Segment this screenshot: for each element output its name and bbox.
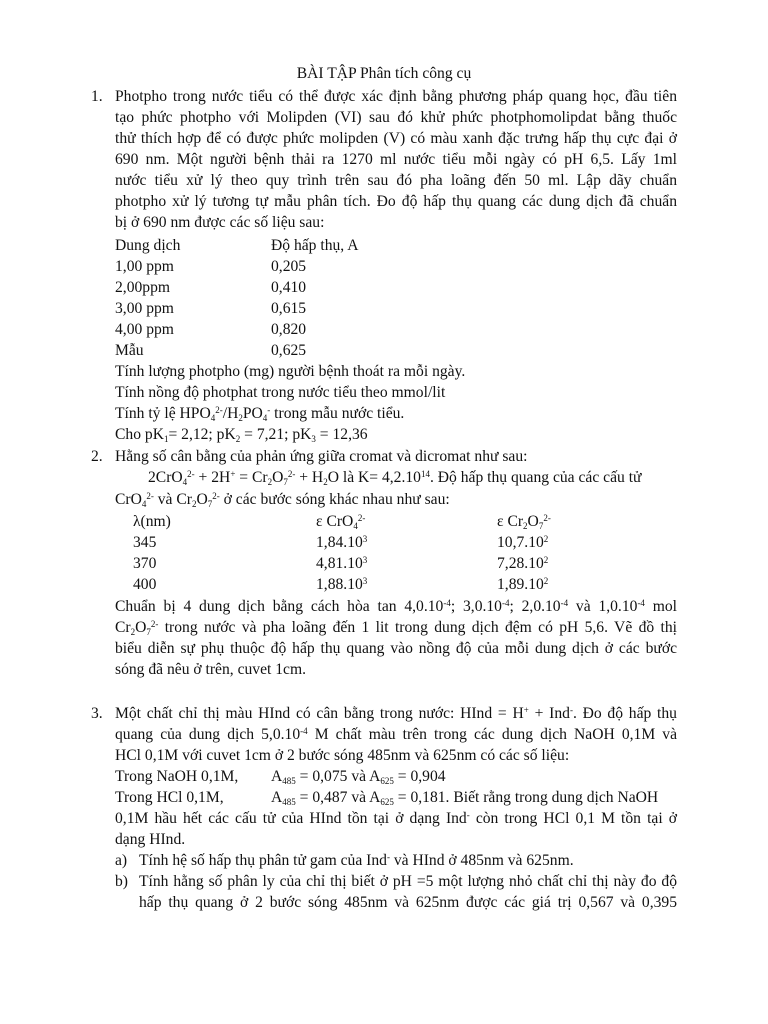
table-cell-absorbance: 0,625 <box>271 342 307 359</box>
problem-3-question-a: Tính hệ số hấp thụ phân tử gam của Ind- và HInd ở 485nm và 625nm. <box>139 852 574 869</box>
problem-3-line-2: quang của dung dịch $5,0.10^{-4}$ M chất màu trên trong các dung dịch NaOH 0,1M và <box>115 726 677 743</box>
table-cell-chromate: 1,84.10$^3$ <box>316 534 368 551</box>
problem-1-number: 1. <box>91 88 103 105</box>
problem-1-line-3: thử thích hợp để có được phức molipden (V) có màu xanh đặc trưng hấp thụ cực đại ở <box>115 130 677 147</box>
table-cell-wavelength: 370 <box>133 555 157 572</box>
table-cell-solution: 1,00 ppm <box>115 258 174 275</box>
problem-3-question-b-label: b) <box>115 873 128 890</box>
table-cell-wavelength: 345 <box>133 534 157 551</box>
problem-2-equation: $2CrO_4^{2-} + 2H^+ = Cr_2O_7^{2-} + H_2O$ là $K= 4,2.10^{14}$. Độ hấp thụ quang của các cấu tử <box>148 469 642 487</box>
problem-1-line-4: 690 nm. Một người bệnh thải ra 1270 ml nước tiểu mỗi ngày có pH 6,5. Lấy 1ml <box>115 151 677 168</box>
table-header-chromate: ε CrO$_4^{2-}$ <box>316 513 366 531</box>
problem-3-question-a-label: a) <box>115 852 128 869</box>
table-cell-wavelength: 400 <box>133 576 157 593</box>
table-cell-solution: Mẫu <box>115 342 144 359</box>
problem-3-line-6: 0,1M hầu hết các cấu tử của HInd tồn tại ở dạng Ind- còn trong HCl 0,1 M tồn tại ở <box>115 810 677 827</box>
problem-1-line-7: bị ở 690 nm được các số liệu sau: <box>115 214 325 231</box>
table-cell-absorbance: 0,820 <box>271 321 307 338</box>
problem-2-text-3: biểu diễn sự phụ thuộc độ hấp thụ quang vào nồng độ của mỗi dung dịch ở các bước <box>115 640 677 657</box>
problem-1-line-1: Photpho trong nước tiểu có thể được xác định bằng phương pháp quang học, đầu tiên <box>115 88 677 105</box>
problem-3-line-1: Một chất chỉ thị màu HInd có cân bằng trong nước: HInd = H+ + Ind-. Đo độ hấp thụ <box>115 705 677 722</box>
problem-3-naoh-values: $A_{485} = 0,075$ và $A_{625} = 0,904$ <box>271 768 446 786</box>
problem-3-line-7: dạng HInd. <box>115 831 186 848</box>
table-cell-dichromate: 10,7.10$^2$ <box>497 534 549 551</box>
table-header-solution: Dung dịch <box>115 237 181 254</box>
problem-1-question-1: Tính lượng photpho (mg) người bệnh thoát ra mỗi ngày. <box>115 363 466 380</box>
problem-2-text-4: sóng đã nêu ở trên, cuvet 1cm. <box>115 661 306 678</box>
problem-2-text-2: $Cr_2O_7^{2-}$ trong nước và pha loãng đến 1 lit trong dung dịch đệm có pH 5,6. Vẽ đồ thị <box>115 619 677 637</box>
problem-1-line-2: tạo phức photpho với Molipden (VI) sau đó khử phức photphomolipdat bằng thuốc <box>115 109 677 126</box>
problem-1-line-6: photpho xử lý tương tự mẫu phân tích. Đo độ hấp thụ quang các dung dịch đã chuẩn <box>115 193 677 210</box>
table-cell-solution: 4,00 ppm <box>115 321 174 338</box>
problem-3-line-3: HCl 0,1M với cuvet 1cm ở 2 bước sóng 485nm và 625nm có các số liệu: <box>115 747 570 764</box>
table-cell-absorbance: 0,615 <box>271 300 307 317</box>
problem-1-pk-values: Cho $pK_1= 2,12$; $pK_2 = 7,21$; $pK_3 = 12,36$ <box>115 426 368 444</box>
problem-3-hcl-values: $A_{485} = 0,487$ và $A_{625} = 0,181$. Biết rằng trong dung dịch NaOH <box>271 789 659 807</box>
problem-2-line-3: CrO$_4^{2-}$ và $Cr_2O_7^{2-}$ ở các bước sóng khác nhau như sau: <box>115 491 450 509</box>
table-cell-absorbance: 0,410 <box>271 279 307 296</box>
problem-2-line-1: Hằng số cân bằng của phản ứng giữa cromat và dicromat như sau: <box>115 448 528 465</box>
problem-2-text-1: Chuẩn bị 4 dung dịch bằng cách hòa $\tan 4,0.10^{-4}$; $3,0.10^{-4}$; $2,0.10^{-4}$ và $1,0.10^{-4}$ mol <box>115 598 678 615</box>
problem-1-question-3: Tính tỷ lệ $HPO_4^{2-}/H_2PO_4^-$ trong mẫu nước tiểu. <box>115 405 405 423</box>
table-cell-absorbance: 0,205 <box>271 258 307 275</box>
document-title: BÀI TẬP Phân tích công cụ <box>296 65 472 82</box>
problem-3-number: 3. <box>91 705 103 722</box>
problem-1-line-5: nước tiểu xử lý theo quy trình trên sau đó pha loãng đến 50 ml. Lập dãy chuẩn <box>115 172 677 189</box>
problem-3-hcl-label: Trong HCl 0,1M, <box>115 789 224 806</box>
table-cell-chromate: 4,81.10$^3$ <box>316 555 368 572</box>
problem-1-question-2: Tính nồng độ photphat trong nước tiểu theo mmol/lit <box>115 384 446 401</box>
table-cell-chromate: 1,88.10$^3$ <box>316 576 368 593</box>
problem-3-question-b-line-1: Tính hằng số phân ly của chỉ thị biết ở pH =5 một lượng nhỏ chất chỉ thị này đo độ <box>139 873 677 890</box>
table-cell-dichromate: 1,89.10$^2$ <box>497 576 549 593</box>
problem-3-naoh-label: Trong NaOH 0,1M, <box>115 768 239 785</box>
table-header-absorbance: Độ hấp thụ, A <box>271 237 359 254</box>
problem-3-question-b-line-2: hấp thụ quang ở 2 bước sóng 485nm và 625nm được các giá trị 0,567 và 0,395 <box>139 894 677 911</box>
problem-2-number: 2. <box>91 448 103 465</box>
table-cell-solution: 2,00ppm <box>115 279 171 296</box>
table-header-dichromate: ε $Cr_2O_7^{2-}$ <box>497 513 551 531</box>
table-cell-solution: 3,00 ppm <box>115 300 174 317</box>
table-header-wavelength: λ(nm) <box>133 513 171 530</box>
table-cell-dichromate: 7,28.10$^2$ <box>497 555 549 572</box>
